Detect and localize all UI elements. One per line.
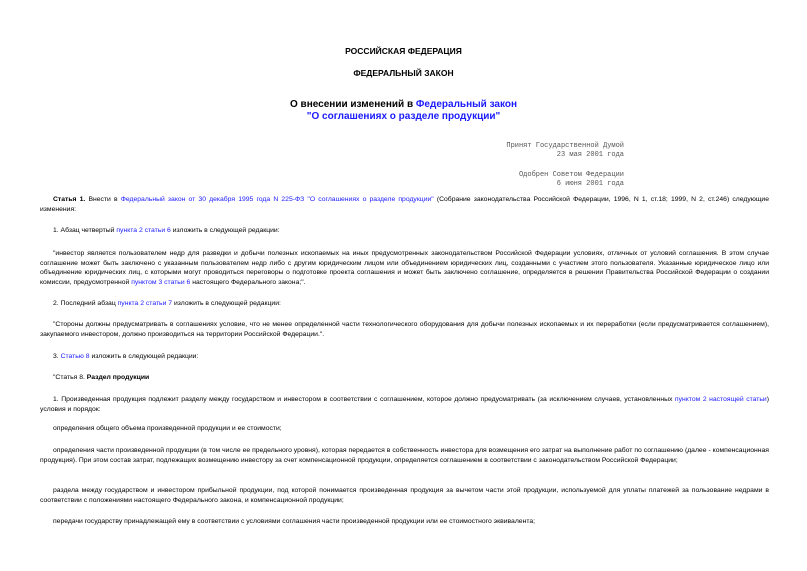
text: Внести в [85, 196, 121, 203]
law-type-heading: ФЕДЕРАЛЬНЫЙ ЗАКОН [353, 68, 454, 78]
text: (Собрание законодательства Российской Федерации, 1996, N 1, ст.18; 1999, N 2, ст.246) следующие изменения: [40, 196, 769, 213]
section-4-paragraph: раздела между государством и инвестором прибыльной продукции, под которой понимается произведенная продукция за вычетом части этой продукции, используемой для уплаты платежей за пользование недрами в соответствии с положениями настоящего Федерального закона, и компенсационной продукции; [40, 487, 769, 504]
country-heading: РОССИЙСКАЯ ФЕДЕРАЦИЯ [345, 46, 462, 56]
section-2-paragraph: определения общего объема произведенной продукции и ее стоимости; [53, 425, 282, 432]
quote-1-link[interactable]: пунктом 3 статьи 6 [131, 278, 191, 286]
text: изложить в следующей редакции: [172, 300, 281, 307]
article-1-label: Статья 1. [53, 196, 86, 203]
council-date: 6 июня 2001 года [556, 180, 624, 188]
law-title [0, 99, 807, 123]
item-2-paragraph [40, 299, 769, 309]
quote-1-paragraph [40, 249, 769, 287]
item-2-link[interactable]: пункта 2 статьи 7 [117, 300, 173, 307]
item-1-link[interactable]: пункта 2 статьи 6 [116, 227, 171, 234]
item-3-link[interactable]: Статью 8 [60, 353, 90, 360]
text: изложить в следующей редакции: [170, 227, 280, 234]
duma-date: 23 мая 2001 года [556, 151, 624, 159]
text: 3. [53, 353, 61, 360]
article-8-title: Раздел продукции [86, 374, 150, 381]
text: 1. Абзац четвертый [53, 227, 117, 234]
title-law-link[interactable]: Федеральный закон [415, 99, 517, 110]
duma-adoption [506, 142, 624, 160]
section-1-paragraph [40, 395, 769, 414]
text: "инвестор является пользователем недр для разведки и добычи полезных ископаемых на иных предусмотренных законодательством Российской Федерации условиях, отличных от условий соглашения. В этом случае соглашение может быть заключено с указанным пользователем недр либо с другим юридическим лицом или объединением юридических лиц, созданными с участием этого пользователя. Указанные юридическое лицо или объединение юридических лиц, с которыми могут проводиться переговоры о подготовке проекта соглашения и может быть заключено соглашение, определяется в решении Правительства Российской Федерации о создании комиссии, предусмотренной [40, 250, 769, 286]
text: 2. Последний абзац [53, 300, 118, 307]
text: 1. Произведенная продукция подлежит разделу между государством и инвестором в соответствии с соглашением, которое должно предусматривать (за исключением случаев, установленных [53, 396, 675, 403]
text: "Статья 8. [53, 374, 87, 381]
section-5-paragraph: передачи государству принадлежащей ему в соответствии с условиями соглашения части произведенной продукции или ее стоимостного эквивалента; [53, 518, 536, 525]
item-1-paragraph [40, 226, 769, 236]
section-1-link[interactable]: пунктом 2 настоящей статьи [674, 396, 767, 403]
article-1-paragraph [40, 195, 769, 214]
text: изложить в следующей редакции: [89, 353, 199, 360]
article-8-heading [40, 373, 769, 383]
section-3-paragraph: определения части произведенной продукции (в том числе ее предельного уровня), которая передается в собственность инвестора для возмещения его затрат на выполнение работ по соглашению (далее - компенсационная продукция). При этом состав затрат, подлежащих возмещению инвестору за счет компенсационной продукции, определяется соглашением в соответствии с законодательством Российской Федерации; [40, 447, 769, 464]
law-reference-link[interactable]: Федеральный закон от 30 декабря 1995 года N 225-ФЗ "О соглашениях о разделе продукции" [120, 196, 434, 203]
duma-label: Принят Государственной Думой [506, 142, 624, 150]
text: ) условия и порядок: [40, 396, 769, 413]
item-3-paragraph [40, 352, 769, 362]
quote-2-paragraph: "Стороны должны предусматривать в соглашениях условие, что не менее определенной части технологического оборудования для добычи полезных ископаемых и их переработки (если предусматривается соглашением), закупаемого инвестором, должно производиться на территории Российской Федерации.". [40, 321, 769, 338]
text: настоящего Федерального закона;". [190, 278, 306, 286]
council-label: Одобрен Советом Федерации [518, 171, 624, 179]
title-prefix: О внесении изменений в [290, 99, 416, 110]
title-law-name-link[interactable]: "О соглашениях о разделе продукции" [306, 111, 501, 122]
council-approval [519, 171, 624, 189]
